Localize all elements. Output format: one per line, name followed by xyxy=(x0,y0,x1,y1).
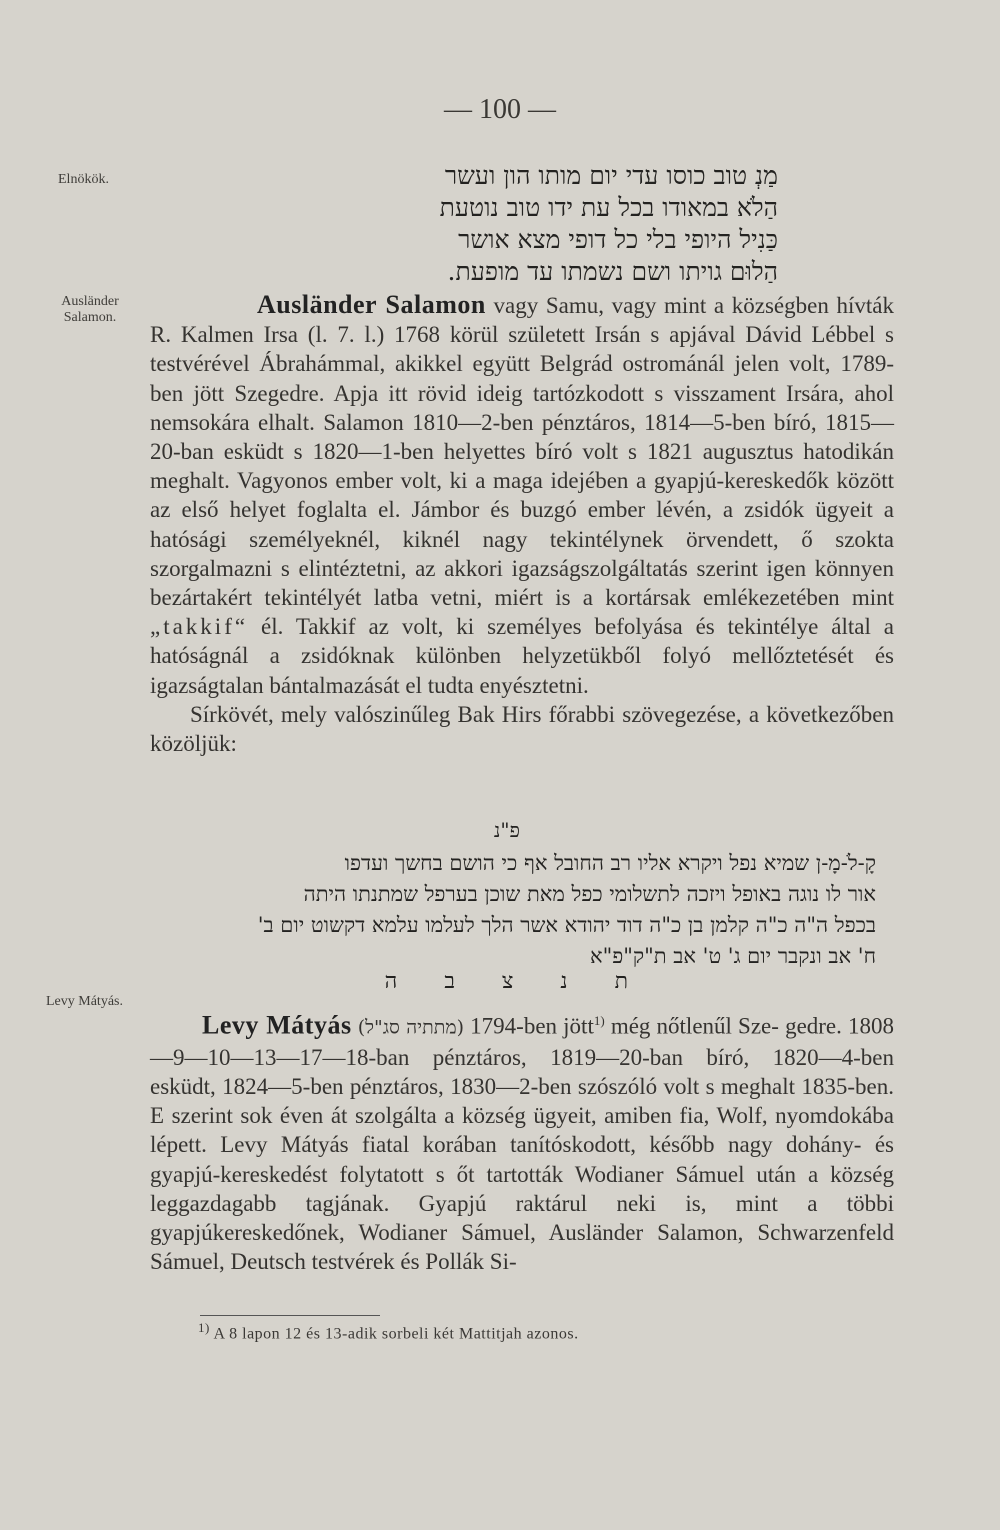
entry-name-levy: Levy Mátyás xyxy=(202,1010,352,1040)
entry-first-line-end: még nőtlenűl Sze- xyxy=(604,1013,779,1039)
entry-name-auslander: Ausländer Salamon xyxy=(257,290,486,319)
margin-note-auslander: Ausländer Salamon. xyxy=(61,294,119,325)
section-levy xyxy=(150,1006,894,1276)
entry-body: hívták R. Kalmen Irsa (l. 7. l.) 1768 körül született Irsán s apjával Dávid Lébbel s testvérével Ábrahámmal, akikkel együtt Belgrád ostrománál jelen volt, 1789-ben jött Szegedre. Apja itt rövid ideig tartózkodott s visszament Irsára, ahol nemsokára elhalt. Salamon 1810—2-ben pénztáros, 1814—5-ben bíró, 1815—20-ban esküdt s 1820—1-ben helyettes bíró volt s 1821 augusztus hatodikán meghalt. Vagyonos ember volt, ki a maga idejében a gyapjú-kereskedők között az első helyet foglalta el. Jámbor és buzgó ember lévén, a zsidók ügyeit a hatósági személyeknél, kiknél nagy tekintélynek örvendett, ő szokta szorgalmazni s elintéztetni, az akkori igazságszolgáltatás szerint igen könnyen bezártakért tekintélyét latba vetni, miért is a kortársak emlékezetében mint xyxy=(150,293,894,611)
hebrew-poem-line: הַלוּם גויתו ושם נשמתו עד מופעת. xyxy=(447,257,778,286)
hebrew-poem-line: כַּנִיל היופי בלי כל דופי מצא אושר xyxy=(458,225,778,254)
page-number: — 100 — xyxy=(444,94,556,125)
epitaph-line: בכפל ה"ה כ"ה קלמן בן כ"ה דוד יהודא אשר הלך לעלמו עלמא דקשוט יום ב' xyxy=(257,913,876,937)
margin-note-levy: Levy Mátyás. xyxy=(46,994,123,1009)
hebrew-poem-line: הַלֹא במאודו בכל עת ידו טוב נוטעת xyxy=(439,193,778,222)
epitaph-line: אור לו נוגה באופל ויזכה לתשלומי כפל מאת שוכן בערפל שמתנתו היתה xyxy=(303,882,876,906)
footnote-marker: 1) xyxy=(198,1320,210,1335)
entry-body-end: él. Takkif az volt, ki személyes befolyása és tekintélye által a hatóságnál a zsidóknak különben helyzetükből folyó mellőztetését és igazságtalan bántalmazását el tudta enyésztetni. xyxy=(150,614,894,698)
hebrew-epitaph xyxy=(258,848,876,972)
hebrew-poem-line: מַנְ טוב כוסו עדי יום מותו הון ועשר xyxy=(444,161,778,190)
footnote-divider xyxy=(200,1315,380,1316)
entry-paragraph: Sírkövét, mely valószinűleg Bak Hirs főrabbi szövegezése, a következőben közöljük: xyxy=(150,701,894,757)
hebrew-name-paren: (מתתיה סג"ל) xyxy=(357,1016,465,1039)
epitaph-line: ח' אב ונקבר יום ג' ט' אב ת"ק"פ"א xyxy=(589,944,876,968)
hebrew-poem xyxy=(440,160,778,288)
footnote-ref: 1) xyxy=(593,1013,605,1028)
entry-first-line: 1794-ben jött xyxy=(464,1013,594,1039)
tanzbah-acronym: ת נ צ ב ה xyxy=(384,969,648,994)
epitaph-title: פ"נ xyxy=(493,818,520,842)
footnote xyxy=(198,1320,579,1343)
epitaph-line: קָ-לֹ-מָ-ן שמיא נפל ויקרא אליו רב החובל אף כי הושם בחשך ועדפו xyxy=(344,851,876,875)
footnote-text: A 8 lapon 12 és 13-adik sorbeli két Mattitjah azonos. xyxy=(209,1325,579,1343)
margin-note-elnokok: Elnökök. xyxy=(58,172,109,187)
section-auslander xyxy=(150,290,894,758)
entry-body: gedre. 1808—9—10—13—17—18-ban pénztáros, 1819—20-ban bíró, 1820—4-ben esküdt, 1824—5-ben pénztáros, 1830—2-ben szószóló volt s meghalt 1835-ben. E szerint sok éven át szolgálta a község ügyeit, amiben fia, Wolf, nyomdokába lépett. Levy Mátyás fiatal korában tanítóskodott, később nagy dohány- és gyapjú-kereskedést folytatott s őt tartották Wodianer Sámuel után a község leggazdagabb tagjának. Gyapjú raktárul neki is, mint a többi gyapjúkereskedőnek, Wodianer Sámuel, Ausländer Salamon, Schwarzenfeld Sámuel, Deutsch testvérek és Pollák Si- xyxy=(150,1013,895,1275)
takkif-quote: „takkif“ xyxy=(150,614,249,640)
entry-first-line: vagy Samu, vagy mint a községben xyxy=(485,293,829,318)
